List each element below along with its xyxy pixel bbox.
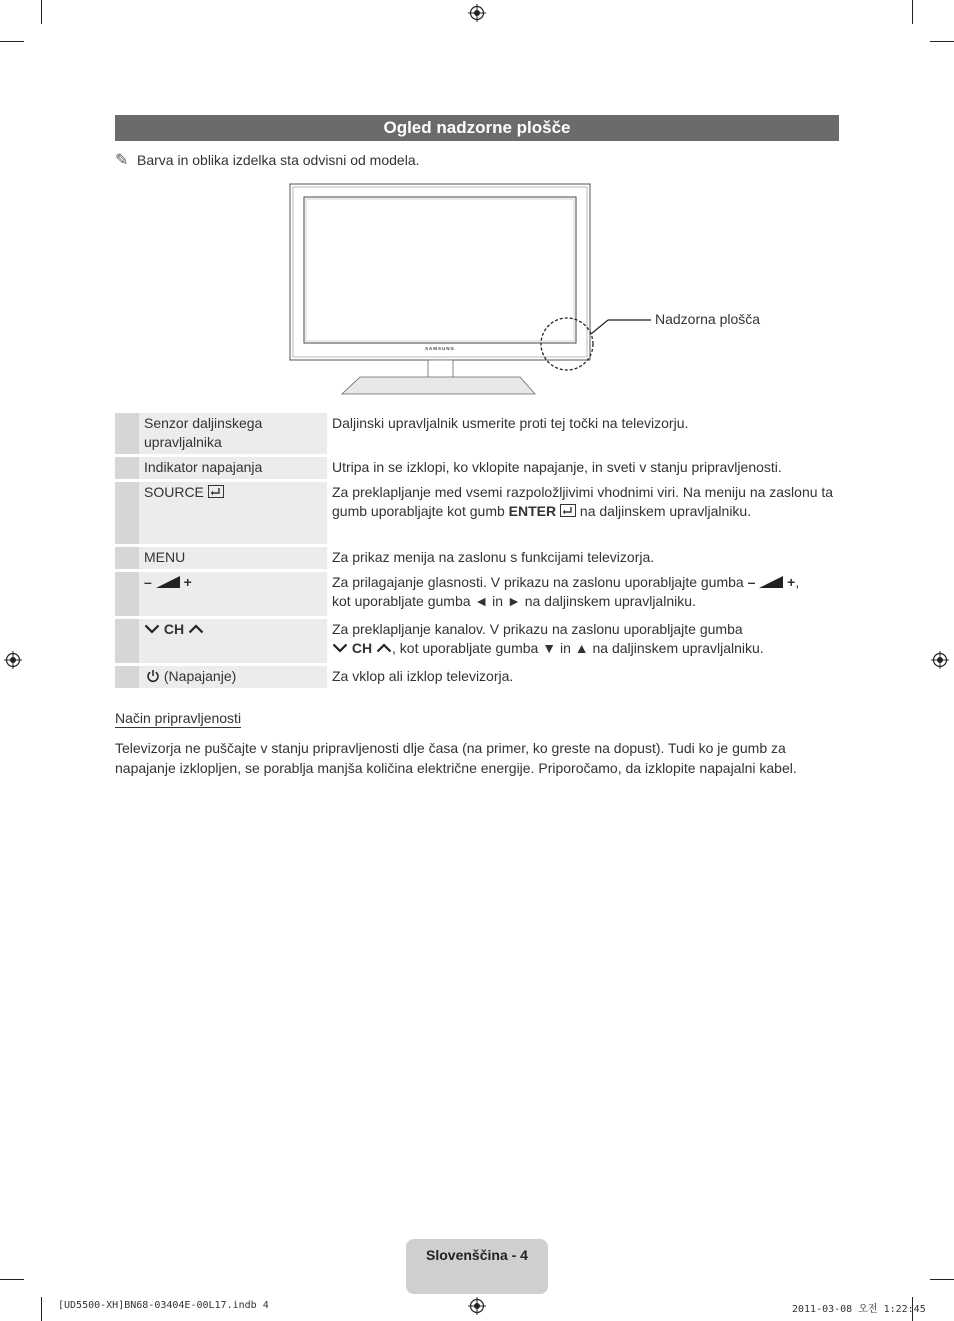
row-marker	[115, 547, 139, 569]
registration-mark-icon	[468, 1297, 486, 1315]
controls-table	[115, 410, 839, 691]
control-name	[139, 572, 327, 616]
power-icon	[146, 669, 160, 683]
channel-desc-part2: , kot uporabljate gumba ▼ in ▲ na daljinskem upravljalniku.	[392, 640, 764, 656]
volume-plus-symbol: +	[787, 574, 796, 590]
brand-logo: SAMSUNG	[424, 346, 456, 351]
control-name	[139, 619, 327, 663]
callout-label: Nadzorna plošča	[655, 311, 761, 327]
control-desc: Za prilagajanje glasnosti. V prikazu na zaslonu uporabljajte gumba – +, kot uporabljate gumba ◄ in ► na daljinskem upravljalniku.	[327, 572, 839, 616]
chevron-up-icon	[188, 624, 204, 634]
control-desc: Za prikaz menija na zaslonu s funkcijami televizorja.	[327, 547, 839, 569]
tv-illustration	[285, 180, 775, 400]
registration-mark-icon	[4, 651, 22, 669]
pencil-note-icon: ✎	[115, 152, 129, 169]
volume-desc-part1: Za prilagajanje glasnosti. V prikazu na zaslonu uporabljajte gumba	[332, 574, 748, 590]
source-desc-part2: na daljinskem upravljalniku.	[576, 503, 752, 519]
control-desc: Utripa in se izklopi, ko vklopite napajanje, in sveti v stanju pripravljenosti.	[327, 457, 839, 479]
table-row	[115, 619, 839, 663]
volume-icon	[759, 576, 783, 588]
source-label: SOURCE	[144, 484, 204, 500]
enter-icon	[560, 504, 576, 517]
control-desc	[327, 619, 839, 663]
table-row	[115, 666, 839, 688]
row-marker	[115, 482, 139, 544]
control-name	[139, 482, 327, 544]
volume-minus-symbol: –	[747, 574, 756, 590]
print-timestamp: 2011-03-08 오전 1:22:45	[792, 1304, 926, 1315]
control-name: MENU	[139, 547, 327, 569]
control-desc	[327, 482, 839, 544]
channel-label: CH	[163, 621, 185, 637]
table-row	[115, 413, 839, 454]
chevron-down-icon	[332, 643, 348, 653]
row-marker	[115, 572, 139, 616]
crop-mark	[930, 41, 954, 42]
table-row	[115, 457, 839, 479]
control-name: Indikator napajanja	[139, 457, 327, 479]
registration-mark-icon	[468, 4, 486, 22]
control-name	[139, 666, 327, 688]
row-marker	[115, 457, 139, 479]
volume-icon	[156, 576, 180, 588]
control-desc: Daljinski upravljalnik usmerite proti tej točki na televizorju.	[327, 413, 839, 454]
crop-mark	[0, 1279, 24, 1280]
channel-desc-part1: Za preklapljanje kanalov. V prikazu na zaslonu uporabljajte gumba	[332, 621, 743, 637]
standby-heading: Način pripravljenosti	[115, 710, 242, 726]
standby-text: Televizorja ne puščajte v stanju pripravljenosti dlje časa (na primer, ko greste na dopust). Tudi ko je gumb za napajanje izklopljen, se porablja manjša količina električne energije. Priporočamo, da izklopite napajalni kabel.	[115, 740, 797, 776]
table-row	[115, 482, 839, 544]
volume-plus-symbol: +	[183, 574, 192, 590]
volume-desc-part2: kot uporabljate gumba ◄ in ► na daljinskem upravljalniku.	[332, 593, 696, 609]
registration-mark-icon	[931, 651, 949, 669]
row-marker	[115, 666, 139, 688]
enter-icon	[208, 485, 224, 498]
enter-key-label: ENTER	[508, 503, 557, 519]
chevron-up-icon	[376, 643, 392, 653]
table-row	[115, 572, 839, 616]
power-label: (Napajanje)	[163, 668, 237, 684]
channel-label: CH	[351, 640, 373, 656]
chevron-down-icon	[144, 624, 160, 634]
file-info: [UD5500-XH]BN68-03404E-00L17.indb 4	[58, 1300, 269, 1311]
note-text: Barva in oblika izdelka sta odvisni od modela.	[137, 152, 420, 168]
row-marker	[115, 413, 139, 454]
control-name: Senzor daljinskega upravljalnika	[139, 413, 327, 454]
crop-mark	[930, 1279, 954, 1280]
crop-mark	[912, 0, 913, 24]
volume-minus-symbol: –	[144, 574, 152, 590]
row-marker	[115, 619, 139, 663]
model-note	[115, 150, 420, 170]
source-desc-part1: Za preklapljanje med vsemi razpoložljivimi vhodnimi viri. Na meniju na zaslonu ta gumb uporabljajte kot gumb	[332, 484, 834, 519]
page-number-tab: Slovenščina - 4	[406, 1239, 548, 1294]
crop-mark	[41, 1297, 42, 1321]
crop-mark	[41, 0, 42, 24]
crop-mark	[0, 41, 24, 42]
control-desc: Za vklop ali izklop televizorja.	[327, 666, 839, 688]
table-row	[115, 547, 839, 569]
section-title: Ogled nadzorne plošče	[115, 115, 839, 141]
